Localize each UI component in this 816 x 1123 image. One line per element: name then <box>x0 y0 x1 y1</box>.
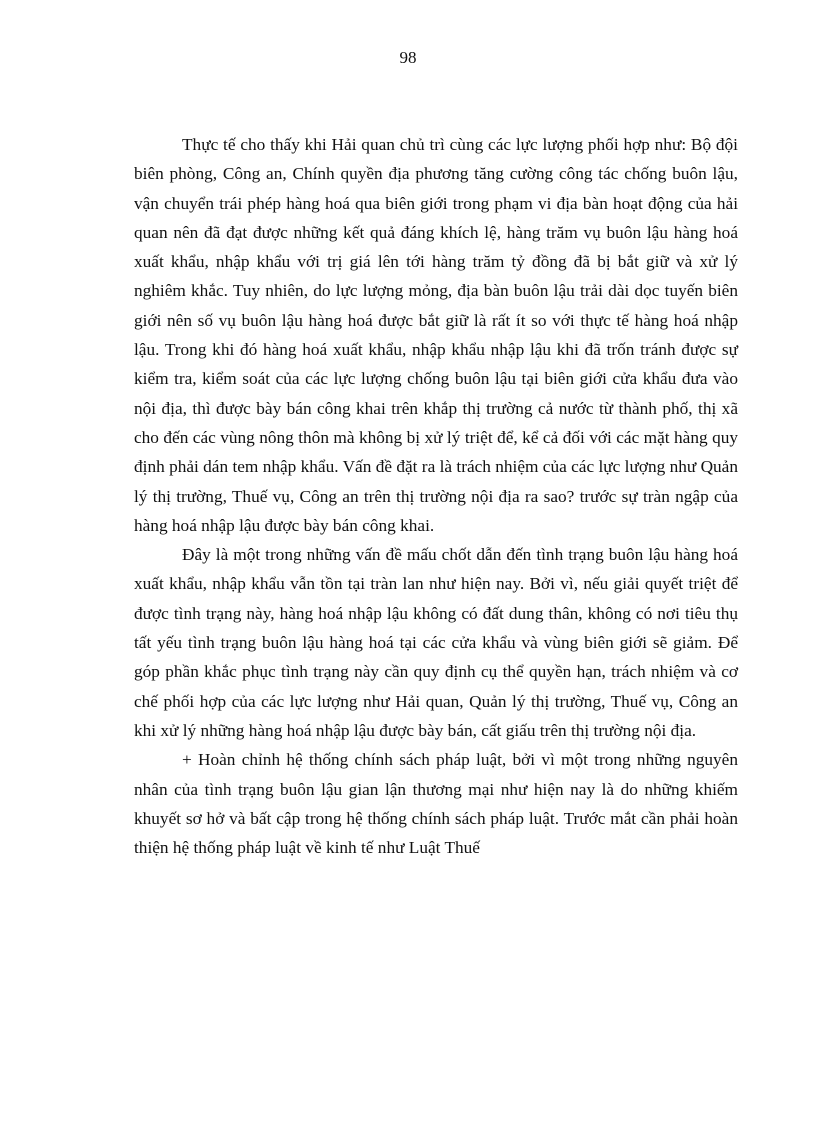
document-body <box>134 130 738 862</box>
paragraph-key-issue: Đây là một trong những vấn đề mấu chốt dẫn đến tình trạng buôn lậu hàng hoá xuất khẩu, nhập khẩu vẫn tồn tại tràn lan như hiện nay. Bởi vì, nếu giải quyết triệt để được tình trạng này, hàng hoá nhập lậu không có đất dung thân, không có nơi tiêu thụ tất yếu tình trạng buôn lậu hàng hoá tại các cửa khẩu và vùng biên giới sẽ giảm. Để góp phần khắc phục tình trạng này cần quy định cụ thể quyền hạn, trách nhiệm và cơ chế phối hợp của các lực lượng như Hải quan, Quản lý thị trường, Thuế vụ, Công an khi xử lý những hàng hoá nhập lậu được bày bán, cất giấu trên thị trường nội địa. <box>134 545 738 740</box>
paragraph-legal-system: + Hoàn chỉnh hệ thống chính sách pháp luật, bởi vì một trong những nguyên nhân của tình trạng buôn lậu gian lận thương mại như hiện nay là do những khiếm khuyết sơ hở và bất cập trong hệ thống chính sách pháp luật. Trước mắt cần phải hoàn thiện hệ thống pháp luật về kinh tế như Luật Thuế <box>134 750 738 858</box>
page-number: 98 <box>399 48 417 67</box>
paragraph-customs-coordination: Thực tế cho thấy khi Hải quan chủ trì cùng các lực lượng phối hợp như: Bộ đội biên phòng, Công an, Chính quyền địa phương tăng cường công tác chống buôn lậu, vận chuyển trái phép hàng hoá qua biên giới trong phạm vi địa bàn hoạt động của hải quan nên đã đạt được những kết quả đáng khích lệ, hàng trăm vụ buôn lậu hàng hoá xuất khẩu, nhập khẩu với trị giá lên tới hàng trăm tỷ đồng đã bị bắt giữ và xử lý nghiêm khắc. Tuy nhiên, do lực lượng mỏng, địa bàn buôn lậu trải dài dọc tuyến biên giới nên số vụ buôn lậu hàng hoá được bắt giữ là rất ít so với thực tế hàng hoá nhập lậu. Trong khi đó hàng hoá xuất khẩu, nhập khẩu nhập lậu khi đã trốn tránh được sự kiểm tra, kiểm soát của các lực lượng chống buôn lậu tại biên giới cửa khẩu đưa vào nội địa, thì được bày bán công khai trên khắp thị trường cả nước từ thành phố, thị xã cho đến các vùng nông thôn mà không bị xử lý triệt để, kể cả đối với các mặt hàng quy định phải dán tem nhập khẩu. Vấn đề đặt ra là trách nhiệm của các lực lượng như Quản lý thị trường, Thuế vụ, Công an trên thị trường nội địa ra sao? trước sự tràn ngập của hàng hoá nhập lậu được bày bán công khai. <box>134 135 738 535</box>
